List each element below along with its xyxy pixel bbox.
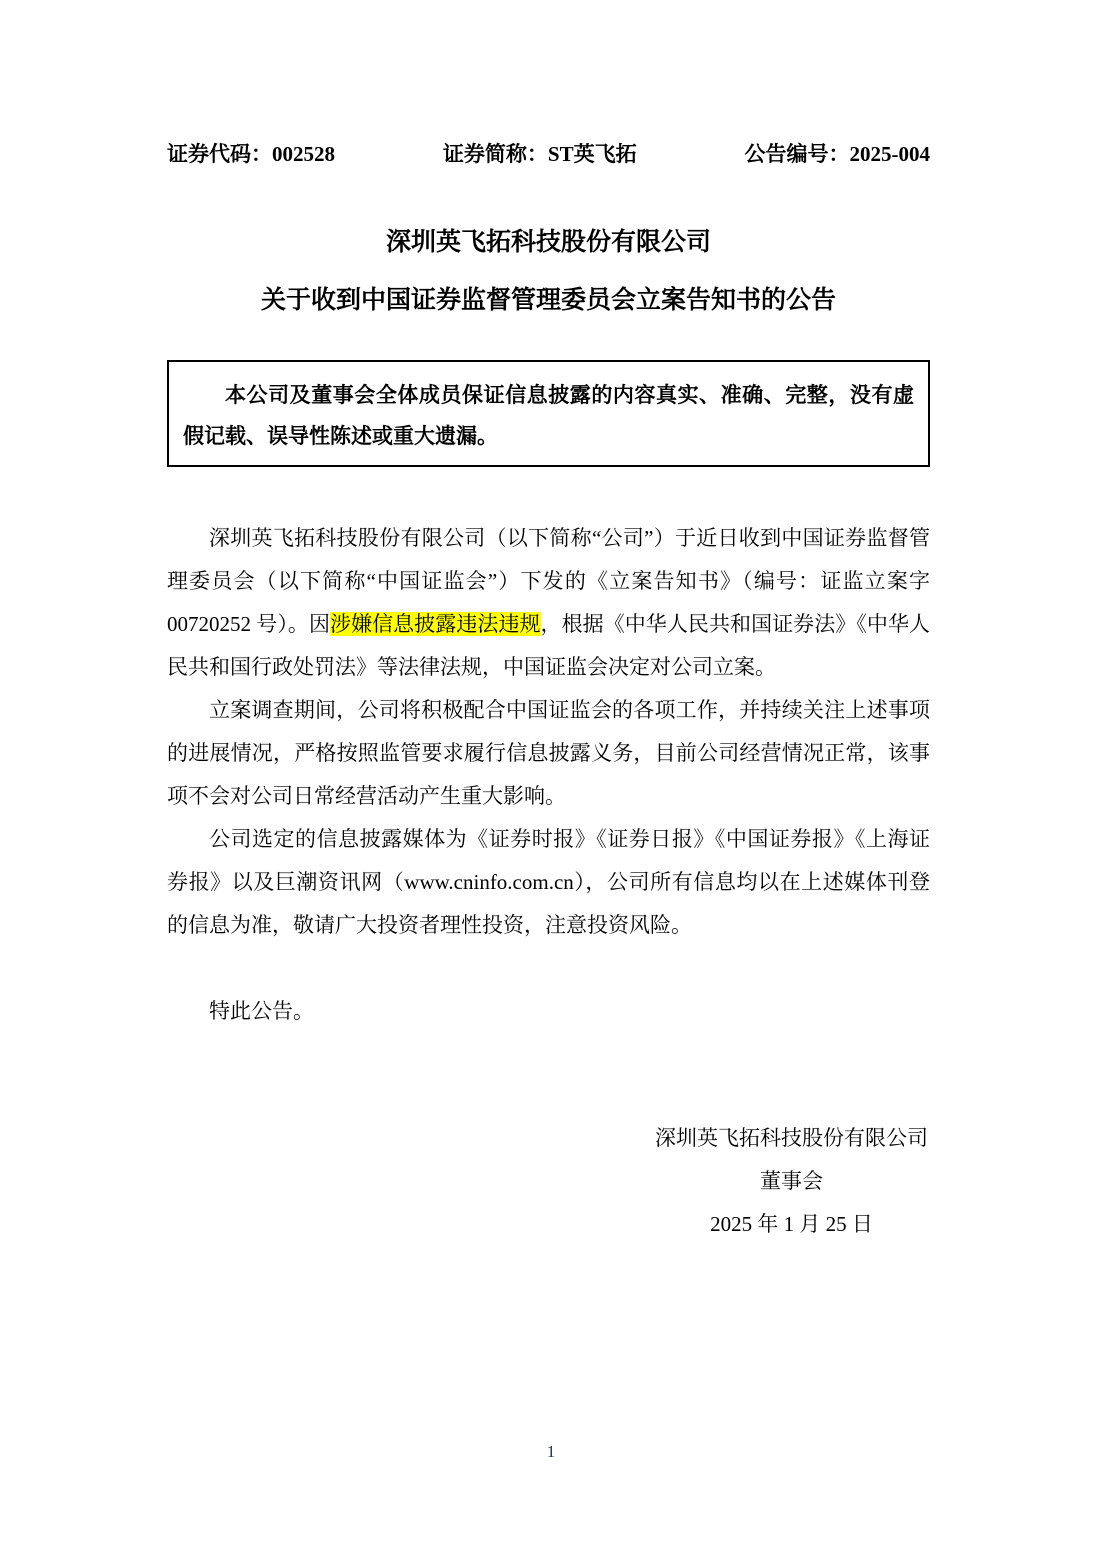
paragraph-1-pre: 深圳英飞拓科技股份有限公司（以下简称“公司”）于近日收到中国证券监督管理委员会（以下简称“中国证监会”）下发的《立案告知书》（编号：证监立案字 00720252 号）。因: [167, 526, 930, 636]
closing-statement: 特此公告。: [209, 999, 314, 1023]
announcement-number: 公告编号：2025-004: [744, 142, 930, 166]
disclaimer-text: 本公司及董事会全体成员保证信息披露的内容真实、准确、完整，没有虚假记载、误导性陈述或重大遗漏。: [183, 383, 914, 448]
disclaimer-box: [167, 360, 930, 467]
title-block: [167, 214, 930, 330]
announcement-title: 关于收到中国证券监督管理委员会立案告知书的公告: [260, 287, 836, 314]
signature-block: [655, 1117, 928, 1246]
document-header: [167, 140, 930, 168]
signature-board: 董事会: [760, 1169, 823, 1193]
company-title: 深圳英飞拓科技股份有限公司: [385, 229, 711, 256]
paragraph-2: 立案调查期间，公司将积极配合中国证监会的各项工作，并持续关注上述事项的进展情况，严格按照监管要求履行信息披露义务，目前公司经营情况正常，该事项不会对公司日常经营活动产生重大影响。: [167, 698, 930, 808]
document-content: [167, 140, 930, 1246]
body-text: [167, 517, 930, 1033]
highlighted-text: 涉嫌信息披露违法违规: [330, 612, 541, 636]
stock-code: 证券代码：002528: [167, 142, 335, 166]
signature-date: 2025 年 1 月 25 日: [710, 1212, 873, 1236]
paragraph-3: 公司选定的信息披露媒体为《证券时报》《证券日报》《中国证券报》《上海证券报》以及巨潮资讯网（www.cninfo.com.cn），公司所有信息均以在上述媒体刊登的信息为准，敬请广大投资者理性投资，注意投资风险。: [167, 827, 930, 937]
signature-company: 深圳英飞拓科技股份有限公司: [655, 1126, 928, 1150]
page-number: 1: [546, 1442, 556, 1461]
paragraph-1-post: ，根据《中华人民共和国证券法》《中华人民共和国行政处罚法》等法律法规，中国证监会决定对公司立案。: [167, 612, 930, 679]
paragraph-1: [167, 517, 930, 689]
stock-short-name: 证券简称：ST英飞拓: [442, 142, 637, 166]
